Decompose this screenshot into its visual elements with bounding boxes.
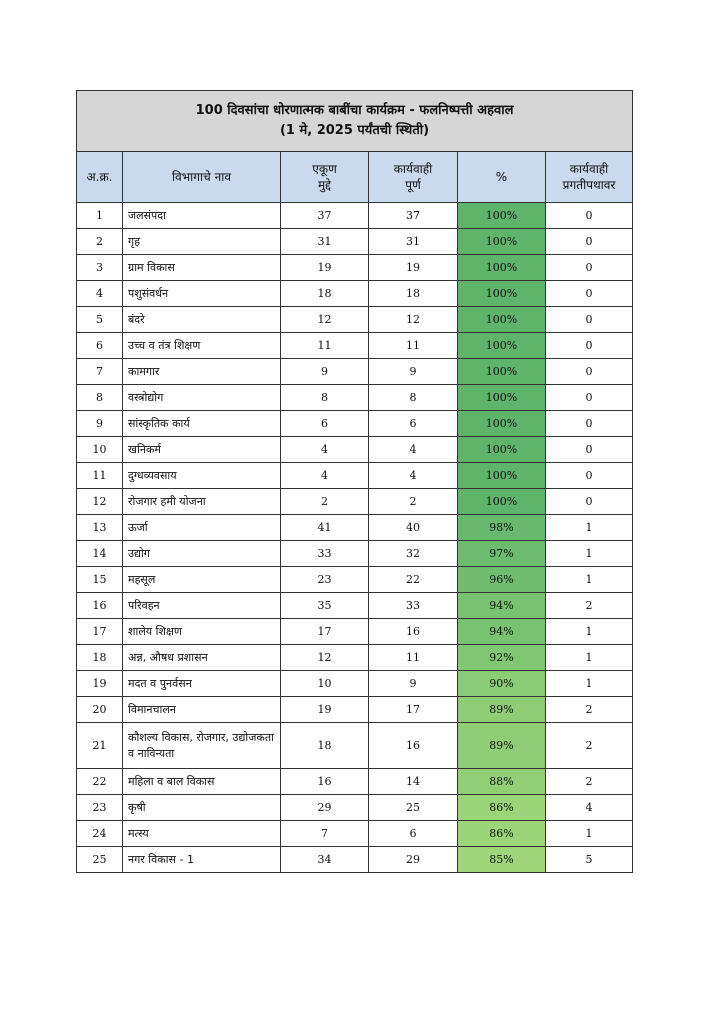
cell-total: 17 xyxy=(281,619,369,645)
table-row xyxy=(77,411,633,437)
cell-percent: 86% xyxy=(458,821,546,847)
cell-serial: 15 xyxy=(77,567,123,593)
cell-serial: 12 xyxy=(77,489,123,515)
cell-completed: 8 xyxy=(369,385,458,411)
cell-completed: 18 xyxy=(369,281,458,307)
cell-serial: 20 xyxy=(77,697,123,723)
table-row xyxy=(77,567,633,593)
cell-percent: 94% xyxy=(458,593,546,619)
header-serial: अ.क्र. xyxy=(77,152,123,203)
cell-total: 19 xyxy=(281,255,369,281)
cell-in-progress: 0 xyxy=(546,437,633,463)
cell-in-progress: 0 xyxy=(546,359,633,385)
table-row xyxy=(77,821,633,847)
header-completed-line2: पूर्ण xyxy=(405,178,421,192)
cell-department: जलसंपदा xyxy=(123,203,281,229)
cell-percent: 89% xyxy=(458,697,546,723)
cell-completed: 6 xyxy=(369,411,458,437)
cell-serial: 17 xyxy=(77,619,123,645)
cell-total: 18 xyxy=(281,281,369,307)
report-title-line1: 100 दिवसांचा धोरणात्मक बाबींचा कार्यक्रम - फलनिष्पत्ती अहवाल xyxy=(195,103,514,118)
cell-percent: 100% xyxy=(458,489,546,515)
table-row xyxy=(77,619,633,645)
table-row xyxy=(77,593,633,619)
header-total xyxy=(281,152,369,203)
table-body xyxy=(77,203,633,873)
cell-in-progress: 5 xyxy=(546,847,633,873)
cell-completed: 22 xyxy=(369,567,458,593)
header-percent: % xyxy=(458,152,546,203)
table-row xyxy=(77,489,633,515)
cell-percent: 92% xyxy=(458,645,546,671)
cell-department: दुग्धव्यवसाय xyxy=(123,463,281,489)
cell-total: 11 xyxy=(281,333,369,359)
header-in-progress xyxy=(546,152,633,203)
cell-serial: 3 xyxy=(77,255,123,281)
cell-completed: 17 xyxy=(369,697,458,723)
cell-percent: 100% xyxy=(458,255,546,281)
table-row xyxy=(77,333,633,359)
cell-department: उच्च व तंत्र शिक्षण xyxy=(123,333,281,359)
cell-in-progress: 2 xyxy=(546,723,633,769)
cell-serial: 2 xyxy=(77,229,123,255)
cell-completed: 4 xyxy=(369,463,458,489)
cell-in-progress: 2 xyxy=(546,769,633,795)
cell-completed: 31 xyxy=(369,229,458,255)
cell-completed: 33 xyxy=(369,593,458,619)
cell-serial: 5 xyxy=(77,307,123,333)
cell-department: रोजगार हमी योजना xyxy=(123,489,281,515)
cell-percent: 100% xyxy=(458,463,546,489)
table-row xyxy=(77,723,633,769)
cell-in-progress: 2 xyxy=(546,697,633,723)
header-total-line1: एकूण xyxy=(312,162,337,176)
cell-department: ग्राम विकास xyxy=(123,255,281,281)
cell-percent: 97% xyxy=(458,541,546,567)
cell-in-progress: 0 xyxy=(546,333,633,359)
table-row xyxy=(77,515,633,541)
cell-percent: 88% xyxy=(458,769,546,795)
cell-percent: 85% xyxy=(458,847,546,873)
cell-total: 34 xyxy=(281,847,369,873)
cell-percent: 100% xyxy=(458,333,546,359)
cell-completed: 11 xyxy=(369,333,458,359)
cell-percent: 86% xyxy=(458,795,546,821)
report-table xyxy=(76,90,633,873)
cell-in-progress: 2 xyxy=(546,593,633,619)
cell-serial: 23 xyxy=(77,795,123,821)
cell-in-progress: 0 xyxy=(546,281,633,307)
cell-total: 7 xyxy=(281,821,369,847)
cell-serial: 24 xyxy=(77,821,123,847)
cell-serial: 14 xyxy=(77,541,123,567)
cell-percent: 100% xyxy=(458,411,546,437)
cell-department: गृह xyxy=(123,229,281,255)
cell-completed: 40 xyxy=(369,515,458,541)
cell-total: 41 xyxy=(281,515,369,541)
cell-serial: 16 xyxy=(77,593,123,619)
cell-total: 8 xyxy=(281,385,369,411)
cell-percent: 100% xyxy=(458,307,546,333)
cell-in-progress: 1 xyxy=(546,541,633,567)
cell-completed: 37 xyxy=(369,203,458,229)
cell-serial: 1 xyxy=(77,203,123,229)
cell-department: सांस्कृतिक कार्य xyxy=(123,411,281,437)
cell-total: 37 xyxy=(281,203,369,229)
cell-total: 9 xyxy=(281,359,369,385)
cell-serial: 21 xyxy=(77,723,123,769)
cell-completed: 6 xyxy=(369,821,458,847)
header-completed xyxy=(369,152,458,203)
cell-completed: 11 xyxy=(369,645,458,671)
cell-percent: 94% xyxy=(458,619,546,645)
cell-serial: 9 xyxy=(77,411,123,437)
cell-percent: 90% xyxy=(458,671,546,697)
cell-department: बंदरे xyxy=(123,307,281,333)
cell-total: 29 xyxy=(281,795,369,821)
cell-in-progress: 0 xyxy=(546,411,633,437)
header-in-progress-line2: प्रगतीपथावर xyxy=(562,178,616,192)
table-row xyxy=(77,697,633,723)
cell-serial: 25 xyxy=(77,847,123,873)
cell-department: मत्स्य xyxy=(123,821,281,847)
cell-total: 18 xyxy=(281,723,369,769)
report-title xyxy=(77,91,633,152)
cell-in-progress: 0 xyxy=(546,307,633,333)
cell-total: 10 xyxy=(281,671,369,697)
cell-serial: 13 xyxy=(77,515,123,541)
cell-in-progress: 1 xyxy=(546,515,633,541)
cell-percent: 96% xyxy=(458,567,546,593)
cell-total: 19 xyxy=(281,697,369,723)
cell-in-progress: 1 xyxy=(546,671,633,697)
table-row xyxy=(77,671,633,697)
table-row xyxy=(77,847,633,873)
cell-total: 12 xyxy=(281,307,369,333)
cell-completed: 16 xyxy=(369,723,458,769)
cell-completed: 25 xyxy=(369,795,458,821)
cell-completed: 9 xyxy=(369,671,458,697)
report-sheet xyxy=(76,90,632,873)
header-total-line2: मुद्दे xyxy=(318,178,331,192)
cell-serial: 8 xyxy=(77,385,123,411)
cell-total: 16 xyxy=(281,769,369,795)
cell-department: कामगार xyxy=(123,359,281,385)
cell-completed: 4 xyxy=(369,437,458,463)
table-row xyxy=(77,541,633,567)
cell-department: कौशल्य विकास, रोजगार, उद्योजकता व नाविन्यता xyxy=(123,723,281,769)
cell-in-progress: 1 xyxy=(546,567,633,593)
cell-total: 2 xyxy=(281,489,369,515)
cell-serial: 22 xyxy=(77,769,123,795)
cell-in-progress: 0 xyxy=(546,229,633,255)
cell-total: 31 xyxy=(281,229,369,255)
header-in-progress-line1: कार्यवाही xyxy=(569,162,609,176)
cell-serial: 11 xyxy=(77,463,123,489)
cell-department: शालेय शिक्षण xyxy=(123,619,281,645)
table-row xyxy=(77,307,633,333)
cell-serial: 6 xyxy=(77,333,123,359)
cell-percent: 100% xyxy=(458,203,546,229)
cell-in-progress: 0 xyxy=(546,385,633,411)
cell-department: खनिकर्म xyxy=(123,437,281,463)
table-row xyxy=(77,769,633,795)
cell-completed: 19 xyxy=(369,255,458,281)
cell-department: विमानचालन xyxy=(123,697,281,723)
cell-total: 23 xyxy=(281,567,369,593)
cell-total: 4 xyxy=(281,437,369,463)
header-department: विभागाचे नाव xyxy=(123,152,281,203)
cell-in-progress: 4 xyxy=(546,795,633,821)
report-title-line2: (1 मे, 2025 पर्यंतची स्थिती) xyxy=(279,123,430,138)
cell-department: ऊर्जा xyxy=(123,515,281,541)
cell-percent: 100% xyxy=(458,385,546,411)
cell-department: उद्योग xyxy=(123,541,281,567)
cell-serial: 18 xyxy=(77,645,123,671)
cell-completed: 32 xyxy=(369,541,458,567)
cell-completed: 2 xyxy=(369,489,458,515)
cell-in-progress: 0 xyxy=(546,203,633,229)
cell-department: महिला व बाल विकास xyxy=(123,769,281,795)
cell-department: नगर विकास - 1 xyxy=(123,847,281,873)
cell-percent: 98% xyxy=(458,515,546,541)
cell-percent: 100% xyxy=(458,281,546,307)
table-row xyxy=(77,437,633,463)
cell-department: मदत व पुनर्वसन xyxy=(123,671,281,697)
cell-in-progress: 1 xyxy=(546,619,633,645)
table-row xyxy=(77,229,633,255)
cell-total: 4 xyxy=(281,463,369,489)
cell-in-progress: 0 xyxy=(546,489,633,515)
cell-department: कृषी xyxy=(123,795,281,821)
cell-completed: 29 xyxy=(369,847,458,873)
cell-department: अन्न, औषध प्रशासन xyxy=(123,645,281,671)
table-header-row xyxy=(77,152,633,203)
cell-serial: 10 xyxy=(77,437,123,463)
table-row xyxy=(77,645,633,671)
table-row xyxy=(77,255,633,281)
cell-in-progress: 0 xyxy=(546,463,633,489)
cell-completed: 12 xyxy=(369,307,458,333)
cell-completed: 16 xyxy=(369,619,458,645)
cell-percent: 100% xyxy=(458,359,546,385)
cell-completed: 14 xyxy=(369,769,458,795)
table-row xyxy=(77,281,633,307)
table-row xyxy=(77,203,633,229)
table-row xyxy=(77,385,633,411)
cell-in-progress: 1 xyxy=(546,645,633,671)
cell-department: महसूल xyxy=(123,567,281,593)
cell-department: वस्त्रोद्योग xyxy=(123,385,281,411)
table-row xyxy=(77,795,633,821)
cell-department: पशुसंवर्धन xyxy=(123,281,281,307)
table-row xyxy=(77,463,633,489)
cell-total: 6 xyxy=(281,411,369,437)
cell-percent: 89% xyxy=(458,723,546,769)
cell-in-progress: 1 xyxy=(546,821,633,847)
cell-percent: 100% xyxy=(458,437,546,463)
cell-percent: 100% xyxy=(458,229,546,255)
cell-total: 12 xyxy=(281,645,369,671)
cell-department: परिवहन xyxy=(123,593,281,619)
cell-serial: 4 xyxy=(77,281,123,307)
cell-total: 35 xyxy=(281,593,369,619)
cell-total: 33 xyxy=(281,541,369,567)
header-completed-line1: कार्यवाही xyxy=(393,162,433,176)
cell-in-progress: 0 xyxy=(546,255,633,281)
cell-serial: 19 xyxy=(77,671,123,697)
cell-serial: 7 xyxy=(77,359,123,385)
table-row xyxy=(77,359,633,385)
cell-completed: 9 xyxy=(369,359,458,385)
